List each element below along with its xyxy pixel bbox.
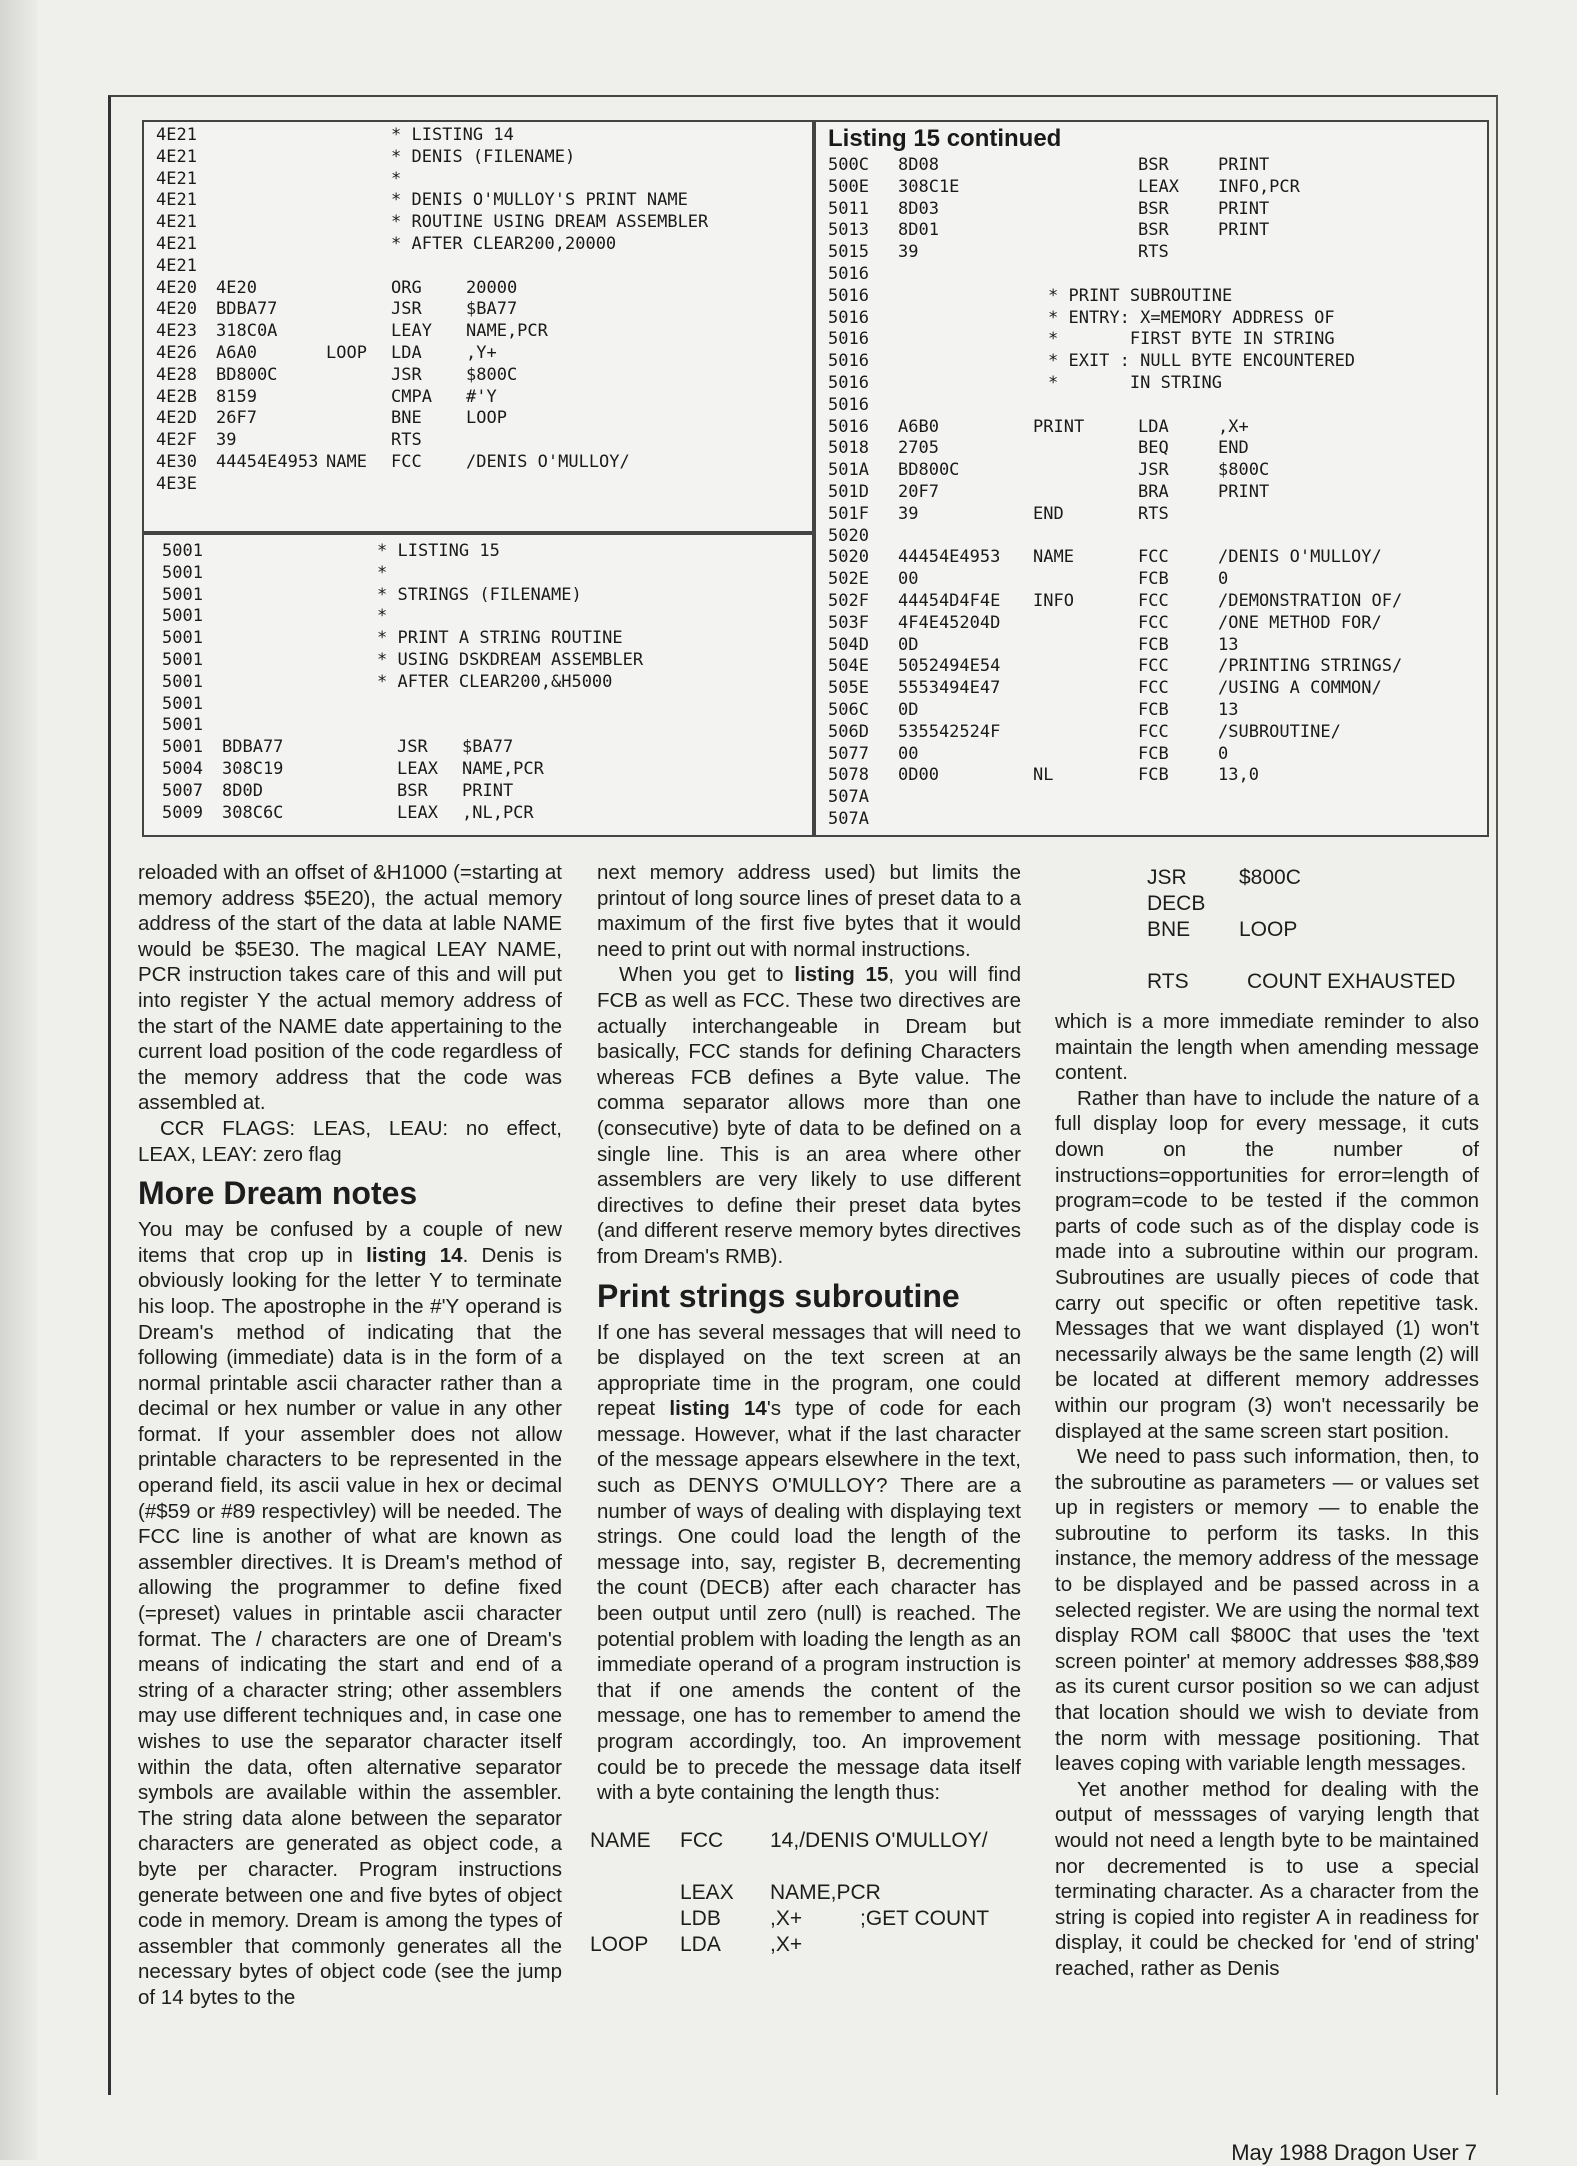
asm-line: LEAX NAME,PCR <box>680 1880 881 1904</box>
asm-line: LDB ,X+ ;GET COUNT <box>680 1906 990 1930</box>
page-edge-shadow <box>0 0 38 2160</box>
code-line: 5009 308C6C LEAX ,NL,PCR <box>162 802 534 823</box>
code-line: 5020 <box>828 525 869 546</box>
listing-15-code <box>162 541 812 824</box>
code-line: 501A BD800C JSR $800C <box>828 460 1270 481</box>
code-line: 5001 * <box>162 606 388 627</box>
code-line: 5077 00 FCB 0 <box>828 743 1229 764</box>
asm-line: JSR $800C <box>1147 866 1301 889</box>
code-line: 5016 * EXIT : NULL BYTE ENCOUNTERED <box>828 351 1356 372</box>
code-line: 5011 8D03 BSR PRINT <box>828 198 1270 219</box>
col2-asm-snippet <box>590 1828 1021 1958</box>
code-line: 5001 * STRINGS (FILENAME) <box>162 584 582 605</box>
asm-line: BNE LOOP <box>1147 918 1298 941</box>
col1-para-1: reloaded with an offset of &H1000 (=starting at memory address $5E20), the actual memory address of the start of the data at lable NAME would be $5E30. The magical LEAY NAME, PCR instruction takes care of this and will put into register Y the actual memory address of the start of the NAME date appertaining to the current load position of the code regardless of the memory address that the code was assembled at. <box>138 861 562 1115</box>
code-line: 5016 * FIRST BYTE IN STRING <box>828 329 1335 350</box>
code-line: 5016 <box>828 394 869 415</box>
code-line: 5016 * PRINT SUBROUTINE <box>828 285 1233 306</box>
code-line: 4E21 * LISTING 14 <box>156 125 514 145</box>
col3-para-4: Yet another method for dealing with the output of messsages of varying length that would not need a length byte to be maintained nor decremented is to use a special terminating character. As a character from the string is copied into register A in readiness for display, it could be checked for 'end of string' reached, rather as Denis <box>1055 1777 1479 1980</box>
more-dream-notes-heading: More Dream notes <box>138 1175 418 1212</box>
listing-15-continued-code <box>828 155 1487 831</box>
code-line: 5078 0D00 NL FCB 13,0 <box>828 765 1259 786</box>
code-line: 4E2B 8159 CMPA #'Y <box>156 386 497 407</box>
code-line: 4E21 * AFTER CLEAR200,20000 <box>156 233 617 254</box>
code-line: 5001 BDBA77 JSR $BA77 <box>162 737 514 758</box>
listing-14-code <box>156 125 812 496</box>
asm-line: NAME FCC 14,/DENIS O'MULLOY/ <box>590 1828 988 1852</box>
article-column-1 <box>138 860 562 2011</box>
code-line: 5001 * LISTING 15 <box>162 541 500 561</box>
col3-asm-snippet <box>1147 865 1479 995</box>
col3-para-2: Rather than have to include the nature of a full display loop for every message, it cuts down on the number of instructions=opportunities for error=length of program=code to be tested if the common parts of code such as of the display code is made into a subroutine within our program. Subroutines are usually pieces of code that carry out specific or often repetitive task. Messages that we want displayed (1) won't necessarily always be the same length (2) will be located at different memory addresses within our program (3) won't necessarily be displayed at the same screen start position. <box>1055 1086 1479 1443</box>
code-line: 4E2F 39 RTS <box>156 430 422 451</box>
listing-15-panel <box>142 533 814 837</box>
code-line: 4E26 A6A0 LOOP LDA ,Y+ <box>156 342 497 363</box>
code-line: 4E20 4E20 ORG 20000 <box>156 277 518 298</box>
code-line: 5001 <box>162 715 203 736</box>
code-line: 5015 39 RTS <box>828 242 1169 263</box>
col1-para-2: CCR FLAGS: LEAS, LEAU: no effect, LEAX, LEAY: zero flag <box>138 1116 562 1166</box>
listing-14-panel <box>142 120 814 533</box>
code-line: 5016 * IN STRING <box>828 372 1222 393</box>
code-line: 5001 * PRINT A STRING ROUTINE <box>162 628 623 649</box>
code-line: 5007 8D0D BSR PRINT <box>162 780 514 801</box>
asm-line <box>590 1854 1021 1880</box>
col3-para-1: which is a more immediate reminder to also maintain the length when amending message content. <box>1055 1010 1479 1085</box>
code-line: 506D 535542524F FCC /SUBROUTINE/ <box>828 721 1341 742</box>
code-line: 5001 * AFTER CLEAR200,&H5000 <box>162 671 613 692</box>
listing-14-ref-2: listing 14 <box>669 1397 767 1421</box>
listing-15-continued-title: Listing 15 continued <box>828 125 1062 152</box>
code-line: 4E21 * ROUTINE USING DREAM ASSEMBLER <box>156 212 709 233</box>
code-line: 505E 5553494E47 FCC /USING A COMMON/ <box>828 678 1382 699</box>
code-line: 500E 308C1E LEAX INFO,PCR <box>828 176 1300 197</box>
col1-para-3: You may be confused by a couple of new items that crop up in listing 14. Denis is obviously looking for the letter Y to terminate his loop. The apostrophe in the #'Y operand is Dream's method of indicating that the following (immediate) data is in the form of a normal printable ascii character rather than a decimal or hex number or value in any other format. If your assembler does not allow printable characters to be represented in the operand field, its ascii value in hex or decimal (#$59 or #89 respectivley) will be needed. The FCC line is another of what are known as assembler directives. It is Dream's method of allowing the programmer to define fixed (=preset) values in printable ascii character format. The / characters are one of Dream's means of indicating the start and end of a string of a character string; other assemblers may use different techniques and, in case one wishes to use the separator character itself within the data, often alternative separator symbols are available within the assembler. The string data alone between the separator characters are generated as object code, a byte per character. Program instructions generate between one and five bytes of object code in memory. Dream is among the types of assembler that commonly generates all the necessary bytes of object code (see the jump of 14 bytes to the <box>138 1218 562 2009</box>
code-line: 5001 * <box>162 562 388 583</box>
listing-15-ref: listing 15 <box>794 963 889 987</box>
code-line: 4E21 * <box>156 168 402 189</box>
code-line: 4E20 BDBA77 JSR $BA77 <box>156 299 518 320</box>
code-line: 502E 00 FCB 0 <box>828 569 1229 590</box>
code-line: 4E21 * DENIS (FILENAME) <box>156 146 576 167</box>
page-footer: May 1988 Dragon User 7 <box>1231 2140 1477 2165</box>
code-line: 4E2D 26F7 BNE LOOP <box>156 408 507 429</box>
code-line: 5013 8D01 BSR PRINT <box>828 220 1270 241</box>
code-line: 4E21 * DENIS O'MULLOY'S PRINT NAME <box>156 190 688 211</box>
col3-para-3: We need to pass such information, then, to the subroutine as parameters — or values set up in registers or memory — to enable the subroutine to perform its tasks. In this instance, the memory address of the message to be displayed and be passed across in a selected register. We are using the normal text display ROM call $800C that uses the 'text screen pointer' at memory addresses $88,$89 as its curent cursor position so we can adjust that location should we wish to deviate from the norm with message positioning. That leaves coping with variable length messages. <box>1055 1445 1479 1776</box>
code-line: 4E3E <box>156 473 197 494</box>
col2-para-1: next memory address used) but limits the printout of long source lines of preset data to a maximum of the first five bytes that it would need to print out with normal instructions. <box>597 861 1021 961</box>
code-line: 507A <box>828 808 869 829</box>
listing-14-ref: listing 14 <box>366 1243 463 1267</box>
code-line: 504E 5052494E54 FCC /PRINTING STRINGS/ <box>828 656 1403 677</box>
col2-para-2: When you get to listing 15, you will find FCB as well as FCC. These two directives are actually interchangeable in Dream but basically, FCC stands for defining Characters whereas FCB defines a Byte value. The comma separator allows more than one (consecutive) byte of data to be defined on a single line. This is an area where other assemblers are very likely to use different directives to define their preset data bytes (and different reserve memory bytes directives from Dream's RMB). <box>597 963 1022 1268</box>
code-line: 5016 <box>828 263 869 284</box>
code-line: 5020 44454E4953 NAME FCC /DENIS O'MULLOY/ <box>828 547 1382 568</box>
code-line: 506C 0D FCB 13 <box>828 699 1239 720</box>
code-line: 5001 <box>162 693 203 714</box>
code-line: 5004 308C19 LEAX NAME,PCR <box>162 758 544 779</box>
code-line: 4E30 44454E4953 NAME FCC /DENIS O'MULLOY/ <box>156 451 630 472</box>
code-line: 5016 A6B0 PRINT LDA ,X+ <box>828 416 1249 437</box>
col2-para-3: If one has several messages that will need to be displayed on the text screen at an appropriate time in the program, one could repeat listing 14's type of code for each message. However, what if the last character of the message appears elsewhere in the text, such as DENYS O'MULLOY? There are a number of ways of dealing with displaying text strings. One could load the length of the message into, say, register B, decrementing the count (DECB) after each character has been output until zero (null) is reached. The potential problem with loading the length as an immediate operand of a program instruction is that if one amends the content of the message, one has to remember to amend the program accordingly, too. An improvement could be to precede the message data itself with a byte containing the length thus: <box>597 1320 1022 1805</box>
asm-line <box>1147 943 1479 969</box>
code-line: 500C 8D08 BSR PRINT <box>828 155 1270 175</box>
code-line: 502F 44454D4F4E INFO FCC /DEMONSTRATION OF/ <box>828 590 1403 611</box>
code-line: 5001 * USING DSKDREAM ASSEMBLER <box>162 649 644 670</box>
code-line: 501F 39 END RTS <box>828 503 1169 524</box>
code-line: 507A <box>828 787 869 808</box>
listing-15-continued-panel <box>814 120 1489 837</box>
asm-line: RTS COUNT EXHAUSTED <box>1147 970 1456 993</box>
asm-line: LOOP LDA ,X+ <box>590 1932 803 1956</box>
code-line: 4E21 <box>156 255 197 276</box>
asm-line: DECB <box>1147 892 1206 915</box>
article-column-3 <box>1055 865 1479 1982</box>
code-line: 501D 20F7 BRA PRINT <box>828 481 1270 502</box>
code-line: 4E23 318C0A LEAY NAME,PCR <box>156 321 548 342</box>
code-line: 4E28 BD800C JSR $800C <box>156 364 518 385</box>
article-column-2 <box>590 860 1022 1958</box>
code-line: 503F 4F4E45204D FCC /ONE METHOD FOR/ <box>828 612 1382 633</box>
code-line: 5016 * ENTRY: X=MEMORY ADDRESS OF <box>828 307 1335 328</box>
print-strings-subroutine-heading: Print strings subroutine <box>597 1277 960 1314</box>
code-line: 5018 2705 BEQ END <box>828 438 1249 459</box>
code-line: 504D 0D FCB 13 <box>828 634 1239 655</box>
